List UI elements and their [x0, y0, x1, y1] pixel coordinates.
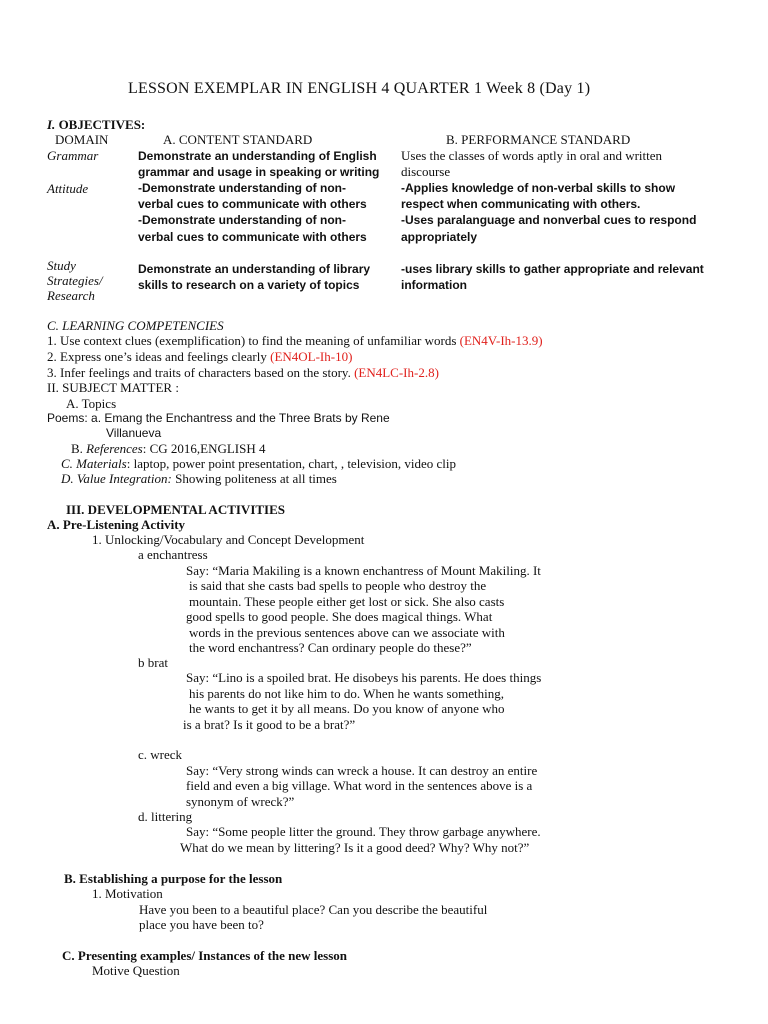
- subject-matter-heading: II. SUBJECT MATTER :: [47, 380, 179, 395]
- content-study-line1: Demonstrate an understanding of library: [138, 262, 371, 276]
- motivation-line: Have you been to a beautiful place? Can you describe the beautiful: [139, 902, 488, 917]
- term-brat: b brat: [138, 655, 168, 670]
- materials-label: C. Materials: [61, 456, 127, 471]
- performance-study-line1: -uses library skills to gather appropriate and relevant: [401, 262, 704, 276]
- motivation-line: place you have been to?: [139, 917, 264, 932]
- pre-listening-heading: A. Pre-Listening Activity: [47, 517, 186, 532]
- domain-attitude: Attitude: [47, 181, 89, 196]
- term-enchantress: a enchantress: [138, 547, 208, 562]
- wreck-line: synonym of wreck?”: [186, 794, 295, 809]
- competency-2-text: 2. Express one’s ideas and feelings clearly: [47, 349, 271, 364]
- motivation-heading: 1. Motivation: [92, 886, 163, 901]
- domain-study-line3: Research: [47, 288, 95, 303]
- brat-line: is a brat? Is it good to be a brat?”: [183, 717, 356, 732]
- presenting-heading: C. Presenting examples/ Instances of the new lesson: [62, 948, 348, 963]
- performance-attitude-line3: -Uses paralanguage and nonverbal cues to respond: [401, 213, 697, 227]
- competency-2-code: (EN4OL-Ih-10): [270, 349, 353, 364]
- performance-attitude-line2: respect when communicating with others.: [401, 197, 641, 211]
- topics-label: A. Topics: [66, 396, 117, 411]
- enchantress-line: is said that she casts bad spells to people who destroy the: [189, 578, 487, 593]
- term-wreck: c. wreck: [138, 747, 183, 762]
- competency-1-code: (EN4V-Ih-13.9): [459, 333, 543, 348]
- competency-3-text: 3. Infer feelings and traits of characters based on the story.: [47, 365, 355, 380]
- content-grammar-line1: Demonstrate an understanding of English: [138, 149, 377, 163]
- unlocking-heading: 1. Unlocking/Vocabulary and Concept Development: [92, 532, 365, 547]
- content-attitude-line4: verbal cues to communicate with others: [138, 230, 367, 244]
- competency-3: [47, 365, 439, 381]
- col-header-domain: DOMAIN: [55, 132, 109, 147]
- competency-1-text: 1. Use context clues (exemplification) to find the meaning of unfamiliar words: [47, 333, 460, 348]
- activities-heading: III. DEVELOPMENTAL ACTIVITIES: [66, 502, 286, 517]
- enchantress-line: good spells to good people. She does magical things. What: [186, 609, 493, 624]
- competency-1: [47, 333, 543, 349]
- references-value: : CG 2016,ENGLISH 4: [142, 441, 266, 456]
- references-line: [71, 441, 266, 457]
- content-attitude-line1: -Demonstrate understanding of non-: [138, 181, 346, 195]
- brat-line: Say: “Lino is a spoiled brat. He disobeys his parents. He does things: [186, 670, 542, 685]
- poems-line1: Poems: a. Emang the Enchantress and the Three Brats by Rene: [47, 411, 390, 425]
- content-attitude-line2: verbal cues to communicate with others: [138, 197, 367, 211]
- wreck-line: field and even a big village. What word in the sentences above is a: [186, 778, 533, 793]
- domain-grammar: Grammar: [47, 148, 99, 163]
- purpose-heading: B. Establishing a purpose for the lesson: [64, 871, 283, 886]
- col-header-performance: B. PERFORMANCE STANDARD: [446, 132, 631, 147]
- poems-line2: Villanueva: [106, 426, 162, 440]
- competencies-heading: C. LEARNING COMPETENCIES: [47, 318, 224, 333]
- competency-2: [47, 349, 352, 365]
- value-integration-label: D. Value Integration:: [61, 471, 172, 486]
- enchantress-line: words in the previous sentences above can we associate with: [189, 625, 505, 640]
- enchantress-line: the word enchantress? Can ordinary people do these?”: [189, 640, 472, 655]
- references-prefix: B.: [71, 441, 87, 456]
- brat-line: he wants to get it by all means. Do you know of anyone who: [189, 701, 505, 716]
- materials-value: : laptop, power point presentation, chart, , television, video clip: [126, 456, 456, 471]
- content-attitude-line3: -Demonstrate understanding of non-: [138, 213, 346, 227]
- performance-study-line2: information: [401, 278, 467, 292]
- domain-study-line1: Study: [47, 258, 76, 273]
- objectives-heading: [47, 117, 145, 133]
- performance-attitude-line4: appropriately: [401, 230, 478, 244]
- content-grammar-line2: grammar and usage in speaking or writing: [138, 165, 380, 179]
- references-label: References: [86, 441, 143, 456]
- motive-question: Motive Question: [92, 963, 180, 978]
- performance-grammar-line2: discourse: [401, 164, 451, 179]
- col-header-content: A. CONTENT STANDARD: [163, 132, 313, 147]
- littering-line: Say: “Some people litter the ground. They throw garbage anywhere.: [186, 824, 541, 839]
- littering-line: What do we mean by littering? Is it a good deed? Why? Why not?”: [180, 840, 530, 855]
- domain-study-line2: Strategies/: [47, 273, 103, 288]
- performance-grammar-line1: Uses the classes of words aptly in oral and written: [401, 148, 663, 163]
- page-title: LESSON EXEMPLAR IN ENGLISH 4 QUARTER 1 Week 8 (Day 1): [128, 80, 591, 97]
- materials-line: [61, 456, 456, 472]
- objectives-label: OBJECTIVES:: [58, 117, 146, 132]
- wreck-line: Say: “Very strong winds can wreck a house. It can destroy an entire: [186, 763, 538, 778]
- enchantress-line: mountain. These people either get lost or sick. She also casts: [189, 594, 505, 609]
- value-integration-line: [61, 471, 337, 487]
- brat-line: his parents do not like him to do. When he wants something,: [189, 686, 504, 701]
- content-study-line2: skills to research on a variety of topics: [138, 278, 360, 292]
- objectives-roman: I.: [47, 117, 56, 132]
- term-littering: d. littering: [138, 809, 193, 824]
- competency-3-code: (EN4LC-Ih-2.8): [354, 365, 439, 380]
- performance-attitude-line1: -Applies knowledge of non-verbal skills to show: [401, 181, 676, 195]
- value-integration-value: Showing politeness at all times: [171, 471, 337, 486]
- enchantress-line: Say: “Maria Makiling is a known enchantress of Mount Makiling. It: [186, 563, 541, 578]
